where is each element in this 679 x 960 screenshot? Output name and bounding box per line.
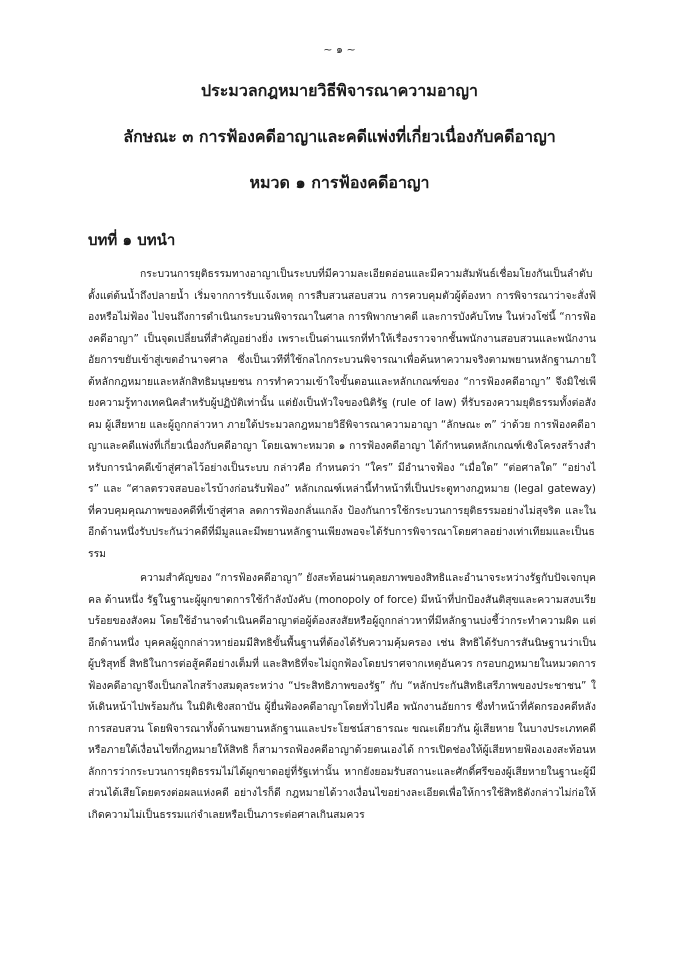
part-title: ลักษณะ ๓ การฟ้องคดีอาญาและคดีแพ่งที่เกี่ยวเนื่องกับคดีอาญา [123, 127, 556, 146]
paragraph-importance: ความสำคัญของ “การฟ้องคดีอาญา” ยังสะท้อนผ่านดุลยภาพของสิทธิและอำนาจระหว่างรัฐกับปัจเจกบุคคล ด้านหนึ่ง รัฐในฐานะผู้ผูกขาดการใช้กำลังบังคับ (monopoly of force) มีหน้าที่ปกป้องสันติสุขและความสงบเรียบร้อยของสังคม โดยใช้อำนาจดำเนินคดีอาญาต่อผู้ต้องสงสัยหรือผู้ถูกกล่าวหาที่มีหลักฐานบ่งชี้ว่ากระทำความผิด แต่อีกด้านหนึ่ง บุคคลผู้ถูกกล่าวหาย่อมมีสิทธิขั้นพื้นฐานที่ต้องได้รับความคุ้มครอง เช่น สิทธิได้รับการสันนิษฐานว่าเป็นผู้บริสุทธิ์ สิทธิในการต่อสู้คดีอย่างเต็มที่ และสิทธิที่จะไม่ถูกฟ้องโดยปราศจากเหตุอันควร กรอบกฎหมายในหมวดการฟ้องคดีอาญาจึงเป็นกลไกสร้างสมดุลระหว่าง “ประสิทธิภาพของรัฐ” กับ “หลักประกันสิทธิเสรีภาพของประชาชน” ให้เดินหน้าไปพร้อมกัน ในมิติเชิงสถาบัน ผู้ยื่นฟ้องคดีอาญาโดยทั่วไปคือ พนักงานอัยการ ซึ่งทำหน้าที่คัดกรองคดีหลังการสอบสวน โดยพิจารณาทั้งด้านพยานหลักฐานและประโยชน์สาธารณะ ขณะเดียวกัน ผู้เสียหาย ในบางประเภทคดีหรือภายใต้เงื่อนไขที่กฎหมายให้สิทธิ ก็สามารถฟ้องคดีอาญาด้วยตนเองได้ การเปิดช่องให้ผู้เสียหายฟ้องเองสะท้อนหลักการว่ากระบวนการยุติธรรมไม่ได้ผูกขาดอยู่ที่รัฐเท่านั้น หากยังยอมรับสถานะและศักดิ์ศรีของผู้เสียหายในฐานะผู้มีส่วนได้เสียโดยตรงต่อผลแห่งคดี อย่างไรก็ดี กฎหมายได้วางเงื่อนไขอย่างละเอียดเพื่อให้การใช้สิทธิดังกล่าวไม่ก่อให้เกิดความไม่เป็นธรรมแก่จำเลยหรือเป็นภาระต่อศาลเกินสมควร [88, 572, 596, 821]
code-title: ประมวลกฎหมายวิธีพิจารณาความอาญา [200, 81, 479, 100]
chapter-title: หมวด ๑ การฟ้องคดีอาญา [249, 173, 430, 192]
paragraph-introduction: กระบวนการยุติธรรมทางอาญาเป็นระบบที่มีความละเอียดอ่อนและมีความสัมพันธ์เชื่อมโยงกันเป็นลำดับตั้งแต่ต้นน้ำถึงปลายน้ำ เริ่มจากการรับแจ้งเหตุ การสืบสวนสอบสวน การควบคุมตัวผู้ต้องหา การพิจารณาว่าจะสั่งฟ้องหรือไม่ฟ้อง ไปจนถึงการดำเนินกระบวนพิจารณาในศาล การพิพากษาคดี และการบังคับโทษ ในห่วงโซ่นี้ “การฟ้องคดีอาญา” เป็นจุดเปลี่ยนที่สำคัญอย่างยิ่ง เพราะเป็นด่านแรกที่ทำให้เรื่องราวจากชั้นพนักงานสอบสวนและพนักงานอัยการขยับเข้าสู่เขตอำนาจศาล ซึ่งเป็นเวทีที่ใช้กลไกกระบวนพิจารณาเพื่อค้นหาความจริงตามพยานหลักฐานภายใต้หลักกฎหมายและหลักสิทธิมนุษยชน การทำความเข้าใจขั้นตอนและหลักเกณฑ์ของ “การฟ้องคดีอาญา” จึงมิใช่เพียงความรู้ทางเทคนิคสำหรับผู้ปฏิบัติเท่านั้น แต่ยังเป็นหัวใจของนิติรัฐ (rule of law) ที่รับรองความยุติธรรมทั้งต่อสังคม ผู้เสียหาย และผู้ถูกกล่าวหา ภายใต้ประมวลกฎหมายวิธีพิจารณาความอาญา “ลักษณะ ๓” ว่าด้วย การฟ้องคดีอาญาและคดีแพ่งที่เกี่ยวเนื่องกับคดีอาญา โดยเฉพาะหมวด ๑ การฟ้องคดีอาญา ได้กำหนดหลักเกณฑ์เชิงโครงสร้างสำหรับการนำคดีเข้าสู่ศาลไว้อย่างเป็นระบบ กล่าวคือ กำหนดว่า “ใคร” มีอำนาจฟ้อง “เมื่อใด” “ต่อศาลใด” “อย่างไร” และ “ศาลตรวจสอบอะไรบ้างก่อนรับฟ้อง” หลักเกณฑ์เหล่านี้ทำหน้าที่เป็นประตูทางกฎหมาย (legal gateway) ที่ควบคุมคุณภาพของคดีที่เข้าสู่ศาล ลดการฟ้องกลั่นแกล้ง ป้องกันการใช้กระบวนการยุติธรรมอย่างไม่สุจริต และในอีกด้านหนึ่งรับประกันว่าคดีที่มีมูลและมีพยานหลักฐานเพียงพอจะได้รับการพิจารณาโดยศาลอย่างเท่าเทียมและเป็นธรรม [88, 268, 596, 560]
section-heading: บทที่ ๑ บทนำ [88, 231, 176, 249]
page-number: ~ ๑ ~ [323, 43, 356, 56]
